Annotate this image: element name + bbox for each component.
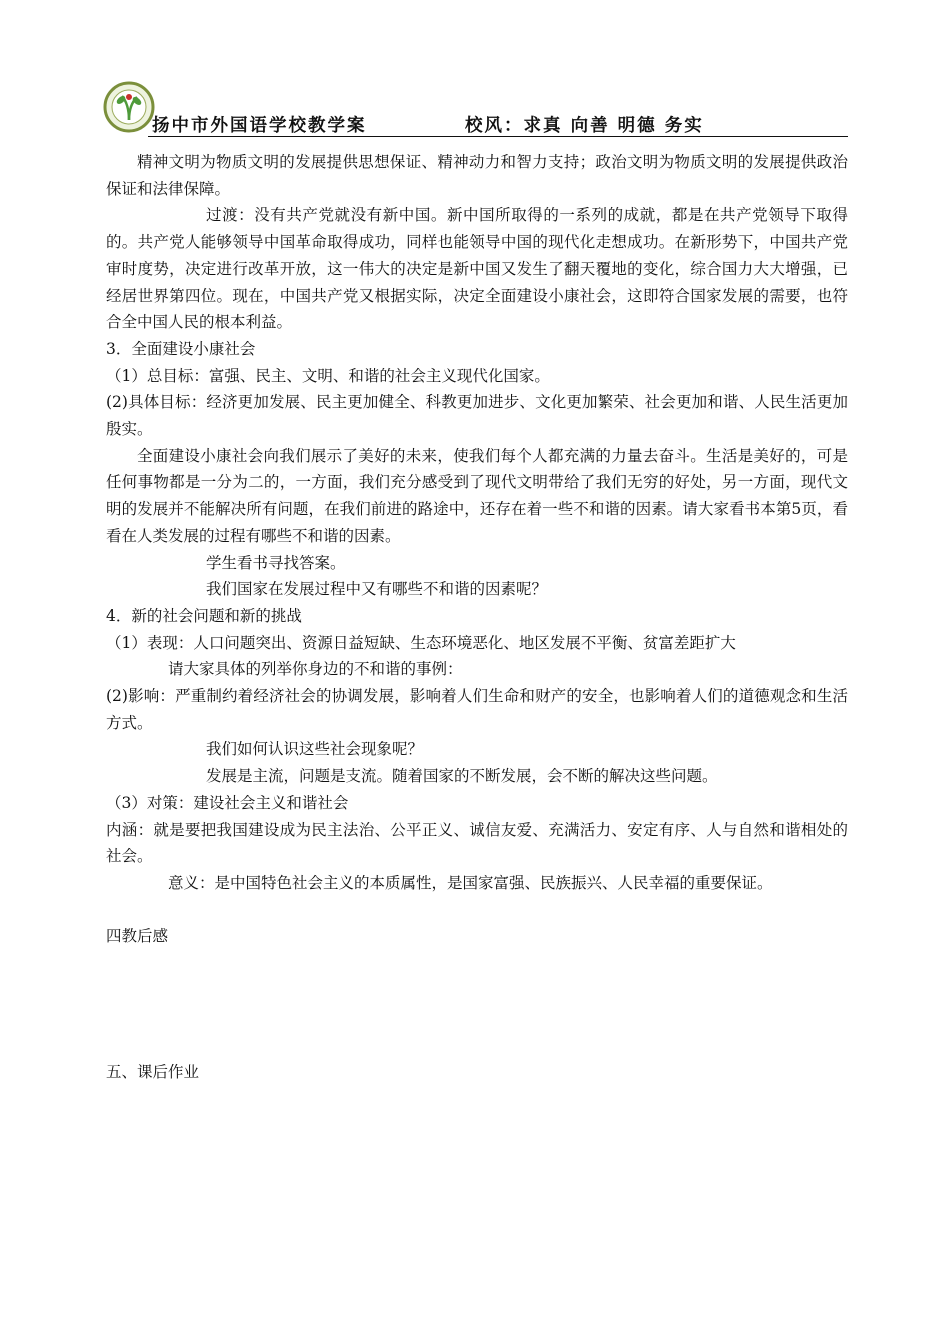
list-item-manifestation: （1）表现：人口问题突出、资源日益短缺、生态环境恶化、地区发展不平衡、贫富差距扩大 <box>106 633 736 652</box>
school-motto: 校风：求真 向善 明德 务实 <box>465 116 704 136</box>
header-divider <box>148 136 848 137</box>
section-heading-reflection: 四教后感 <box>106 926 169 945</box>
section-heading-4: 4．新的社会问题和新的挑战 <box>106 606 302 625</box>
paragraph-transition: 过渡：没有共产党就没有新中国。新中国所取得的一系列的成就，都是在共产党领导下取得的。共产党人能够领导中国革命取得成功，同样也能领导中国的现代化走想成功。在新形势下，中国共产党审时度势，决定进行改革开放，这一伟大的决定是新中国又发生了翻天覆地的变化，综合国力大大增强，已经居世界第四位。现在，中国共产党又根据实际，决定全面建设小康社会，这即符合国家发展的需要，也符合全中国人民的根本利益。 <box>106 206 848 332</box>
list-item-impact: (2)影响：严重制约着经济社会的协调发展，影响着人们生命和财产的安全，也影响着人们的道德观念和生活方式。 <box>106 687 848 732</box>
paragraph-harmony-intro: 全面建设小康社会向我们展示了美好的未来，使我们每个人都充满的力量去奋斗。生活是美好的，可是任何事物都是一分为二的，一方面，我们充分感受到了现代文明带给了我们无穷的好处，另一方面，现代文明的发展并不能解决所有问题，在我们前进的路途中，还存在着一些不和谐的因素。请大家看书本第5页，看看在人类发展的过程有哪些不和谐的因素。 <box>106 446 848 545</box>
list-item-countermeasure: （3）对策：建设社会主义和谐社会 <box>106 793 349 812</box>
paragraph-significance: 意义：是中国特色社会主义的本质属性，是国家富强、民族振兴、人民幸福的重要保证。 <box>168 873 773 892</box>
paragraph-examples-prompt: 请大家具体的列举你身边的不和谐的事例： <box>168 660 463 679</box>
paragraph-students-read: 学生看书寻找答案。 <box>206 553 346 572</box>
section-heading-3: 3．全面建设小康社会 <box>106 339 256 358</box>
lesson-body <box>106 149 848 1086</box>
list-item-overall-goal: （1）总目标：富强、民主、文明、和谐的社会主义现代化国家。 <box>106 366 550 385</box>
list-item-specific-goals: (2)具体目标：经济更加发展、民主更加健全、科教更加进步、文化更加繁荣、社会更加和谐、人民生活更加殷实。 <box>106 393 848 439</box>
paragraph-question-recognize: 我们如何认识这些社会现象呢？ <box>206 740 424 759</box>
paragraph-connotation: 内涵：就是要把我国建设成为民主法治、公平正义、诚信友爱、充满活力、安定有序、人与自然和谐相处的社会。 <box>106 820 848 866</box>
page-header <box>100 80 848 140</box>
paragraph-civilization: 精神文明为物质文明的发展提供思想保证、精神动力和智力支持；政治文明为物质文明的发展提供政治保证和法律保障。 <box>106 153 848 198</box>
school-title: 扬中市外国语学校教学案 <box>152 116 367 136</box>
paragraph-mainstream: 发展是主流，问题是支流。随着国家的不断发展，会不断的解决这些问题。 <box>206 767 718 786</box>
paragraph-question-disharmony: 我们国家在发展过程中又有哪些不和谐的因素呢？ <box>206 580 548 599</box>
section-heading-homework: 五、课后作业 <box>106 1063 200 1082</box>
school-logo-icon <box>102 80 156 134</box>
